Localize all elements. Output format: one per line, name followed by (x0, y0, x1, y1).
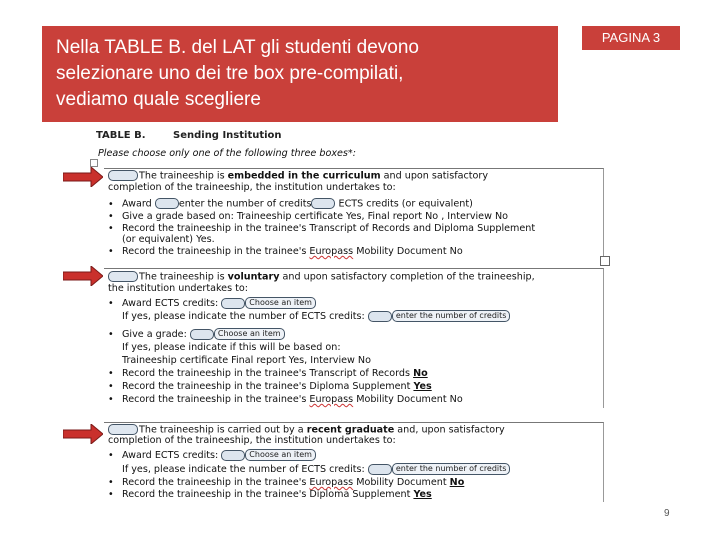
table-header (96, 130, 282, 141)
credits-number-field[interactable]: enter the number of credits (392, 463, 511, 475)
credits-number-field[interactable]: enter the number of credits (392, 310, 511, 322)
box2-bullet-award: • Award ECTS credits: Choose an item (108, 297, 316, 309)
box2-bullet-europass: • Record the traineeship in the trainee's Europass Mobility Document No (108, 394, 463, 405)
instruction-text: Please choose only one of the following three boxes*: (98, 148, 356, 159)
box1-bullet-grade: • Give a grade based on: Traineeship certificate Yes, Final report No , Interview No (108, 211, 509, 222)
box2-grade-basis: Traineeship certificate Final report Yes, Interview No (122, 355, 371, 366)
checkbox-voluntary[interactable] (108, 271, 138, 282)
box3-bullet-europass: • Record the traineeship in the trainee's Europass Mobility Document No (108, 477, 465, 488)
box2-ects-number: If yes, please indicate the number of ECTS credits: enter the number of credits (122, 310, 510, 322)
box3-bullet-diploma: • Record the traineeship in the trainee's Diploma Supplement Yes (108, 489, 432, 500)
ects-dropdown[interactable]: Choose an item (245, 297, 316, 309)
box2-bullet-grade: • Give a grade: Choose an item (108, 328, 285, 340)
resize-handle-icon (90, 159, 98, 167)
option-box-voluntary (104, 268, 604, 408)
credits-field[interactable] (368, 464, 392, 475)
box3-ects-number: If yes, please indicate the number of ECTS credits: enter the number of credits (122, 463, 510, 475)
box1-bullet-transcript: • Record the traineeship in the trainee's Transcript of Records and Diploma Supplement (108, 223, 536, 234)
credits-field[interactable] (368, 311, 392, 322)
box1-bullet-award: • Award enter the number of credits ECTS credits (or equivalent) (108, 198, 473, 210)
box2-intro-line2: the institution undertakes to: (108, 283, 248, 294)
box3-intro: The traineeship is carried out by a recent graduate and, upon satisfactory (108, 424, 505, 436)
box3-intro-line2: completion of the traineeship, the institution undertakes to: (108, 435, 396, 446)
page-label: PAGINA 3 (582, 26, 680, 50)
box1-intro-line2: completion of the traineeship, the institution undertakes to: (108, 182, 396, 193)
box2-bullet-transcript: • Record the traineeship in the trainee's Transcript of Records No (108, 368, 428, 379)
option-box-embedded (104, 168, 604, 260)
box2-bullet-diploma: • Record the traineeship in the trainee's Diploma Supplement Yes (108, 381, 432, 392)
ects-select[interactable] (221, 450, 245, 461)
checkbox-embedded[interactable] (108, 170, 138, 181)
slide-title-box (42, 26, 558, 122)
box1-transcript-line2: (or equivalent) Yes. (122, 234, 215, 245)
table-label: TABLE B. (96, 130, 146, 141)
lat-table-b-image (84, 126, 614, 508)
box1-intro: The traineeship is embedded in the curriculum and upon satisfactory (108, 170, 488, 182)
table-title: Sending Institution (173, 130, 282, 141)
checkbox-recent-graduate[interactable] (108, 424, 138, 435)
credits-field[interactable] (155, 198, 179, 209)
grade-dropdown[interactable]: Choose an item (214, 328, 285, 340)
ects-dropdown[interactable]: Choose an item (245, 449, 316, 461)
credits-field[interactable] (311, 198, 335, 209)
grade-select[interactable] (190, 329, 214, 340)
box2-intro: The traineeship is voluntary and upon satisfactory completion of the traineeship, (108, 271, 535, 283)
slide-title: Nella TABLE B. del LAT gli studenti devono selezionare uno dei tre box pre-compilati, vediamo quale scegliere (56, 37, 419, 110)
page-number: 9 (664, 508, 670, 519)
box1-bullet-europass: • Record the traineeship in the trainee's Europass Mobility Document No (108, 246, 463, 257)
box2-grade-sub: If yes, please indicate if this will be based on: (122, 342, 341, 353)
resize-handle-icon (600, 256, 610, 266)
option-box-recent-graduate (104, 422, 604, 502)
ects-select[interactable] (221, 298, 245, 309)
box3-bullet-award: • Award ECTS credits: Choose an item (108, 449, 316, 461)
